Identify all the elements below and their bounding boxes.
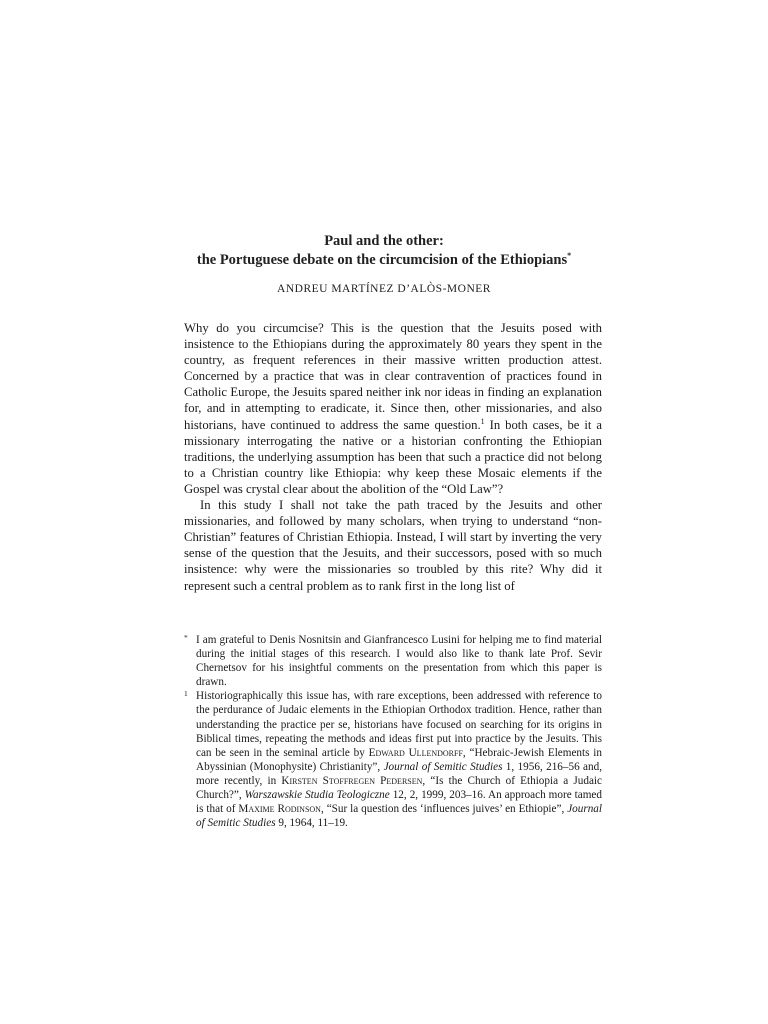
- title-line-2-text: the Portuguese debate on the circumcision of the Ethiopians: [196, 252, 568, 268]
- footnote-star: [184, 633, 602, 689]
- paragraph-1-part-b: In both cases, be it a missionary interrogating the native or a historian confronting the Ethiopian traditions, the underlying assumption has been that such a practice did not belong to a Christian country like Ethiopia: why keep these Mosaic elements if the Gospel was crystal clear about the abolition of the “Old Law”?: [184, 417, 602, 496]
- footnote-1-text-5: 12, 2, 1999, 203–16. An approach more tamed is that of: [196, 789, 602, 816]
- footnote-1-author-2: Kirsten Stoffregen Pedersen: [281, 774, 423, 787]
- footnote-ref-1[interactable]: 1: [480, 416, 485, 426]
- footnote-1-author-3: Maxime Rodinson: [238, 803, 321, 816]
- paragraph-1: [184, 320, 602, 497]
- title-footnote-mark[interactable]: *: [567, 251, 572, 261]
- footnote-1-text-7: 9, 1964, 11–19.: [275, 817, 348, 830]
- footnotes: [184, 633, 602, 830]
- footnote-1-text-6: , “Sur la question des ‘influences juives’ en Ethiopie”,: [320, 803, 568, 816]
- article-title: [150, 232, 618, 270]
- footnote-1-text-1: Historiographically this issue has, with rare exceptions, been addressed with reference to the perdurance of Judaic elements in the Ethiopian Orthodox tradition. Hence, rather than understanding the practice per se, historians have focused on searching for its origins in Biblical times, repeating the methods and ideas first put into practice by the Jesuits. This can be seen in the seminal article by: [196, 690, 602, 759]
- title-line-2: [150, 251, 618, 270]
- paragraph-2: In this study I shall not take the path traced by the Jesuits and other missionaries, and followed by many scholars, when trying to understand “non-Christian” features of Christian Ethiopia. Instead, I will start by inverting the very sense of the question that the Jesuits, and their successors, posed with so much insistence: why were the missionaries so troubled by this rite? Why did it represent such a central problem as to rank first in the long list of: [184, 498, 602, 593]
- footnote-1: [184, 689, 602, 830]
- footnote-1-journal-2: Warszawskie Studia Teologiczne: [244, 789, 390, 802]
- footnote-1-text-4: , “Is the Church of Ethiopia a Judaic Church?”,: [196, 774, 603, 802]
- paragraph-1-part-a: Why do you circumcise? This is the question that the Jesuits posed with insistence to the Ethiopians during the approximately 80 years they spent in the country, as frequent references in their massive written production attest. Concerned by a practice that was in clear contravention of practices found in Catholic Europe, the Jesuits spared neither ink nor ideas in finding an explanation for, and in attempting to eradicate, it. Since then, other missionaries, and also historians, have continued to address the same question.: [184, 321, 602, 432]
- footnote-1-text-2: , “Hebraic-Jewish Elements in Abyssinian (Monophysite) Christianity”,: [196, 746, 602, 773]
- footnote-1-journal-1: Journal of Semitic Studies: [383, 760, 503, 773]
- footnote-1-journal-3: Journal of Semitic Studies: [196, 803, 602, 830]
- footnote-star-text: I am grateful to Denis Nosnitsin and Gianfrancesco Lusini for helping me to find material during the initial stages of this research. I would also like to thank late Prof. Sevir Chernetsov for his insightful comments on the presentation from which this paper is drawn.: [196, 634, 602, 689]
- footnote-star-mark: *: [184, 633, 188, 642]
- title-line-1: Paul and the other:: [324, 233, 444, 249]
- author-name: ANDREU MARTÍNEZ D’ALÒS-MONER: [277, 283, 491, 295]
- body-text: [184, 320, 602, 594]
- footnote-1-mark: 1: [184, 689, 188, 699]
- footnote-1-text-3: 1, 1956, 216–56 and, more recently, in: [196, 760, 602, 787]
- footnote-1-author-1: Edward Ullendorff: [368, 746, 463, 759]
